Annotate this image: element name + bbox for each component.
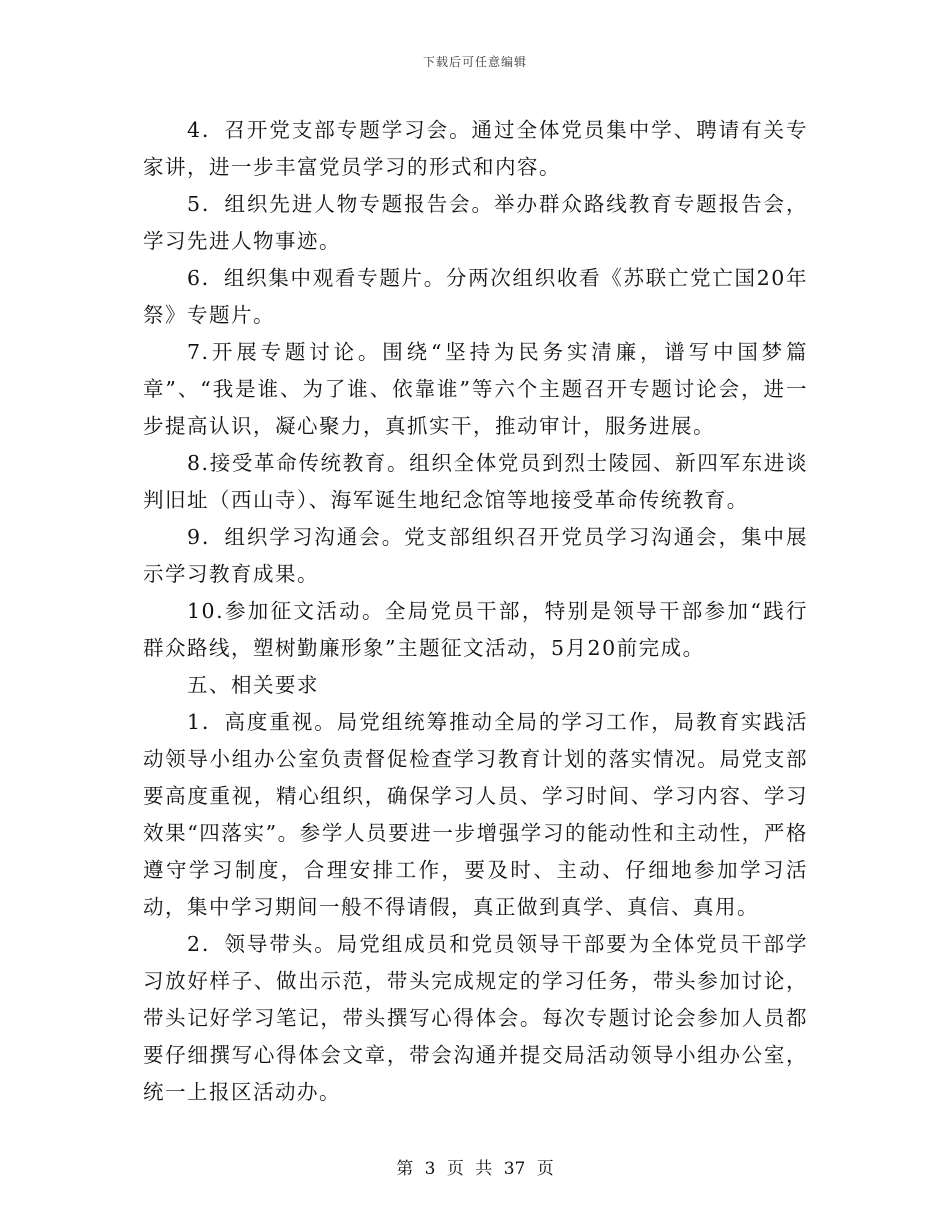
- page-number-footer: 第 3 页 共 37 页: [396, 1159, 554, 1179]
- requirement-item-2: 2．领导带头。局党组成员和党员领导干部要为全体党员干部学习放好样子、做出示范，带头完成规定的学习任务，带头参加讨论，带头记好学习笔记，带头撰写心得体会。每次专题讨论会参加人员都要仔细撰写心得体会文章，带会沟通并提交局活动领导小组办公室，统一上报区活动办。: [143, 932, 808, 1104]
- requirement-item-1: 1．高度重视。局党组统筹推动全局的学习工作，局教育实践活动领导小组办公室负责督促检查学习教育计划的落实情况。局党支部要高度重视，精心组织，确保学习人员、学习时间、学习内容、学习效果“四落实”。参学人员要进一步增强学习的能动性和主动性，严格遵守学习制度，合理安排工作，要及时、主动、仔细地参加学习活动，集中学习期间一般不得请假，真正做到真学、真信、真用。: [143, 710, 808, 919]
- paragraph-item-5: 5．组织先进人物专题报告会。举办群众路线教育专题报告会，学习先进人物事迹。: [143, 192, 808, 253]
- paragraph-item-10: 10.参加征文活动。全局党员干部，特别是领导干部参加“践行群众路线，塑树勤廉形象”主题征文活动，5月20前完成。: [143, 599, 808, 660]
- paragraph-item-9: 9．组织学习沟通会。党支部组织召开党员学习沟通会，集中展示学习教育成果。: [143, 525, 808, 586]
- paragraph-item-4: 4．召开党支部专题学习会。通过全体党员集中学、聘请有关专家讲，进一步丰富党员学习的形式和内容。: [143, 118, 808, 179]
- paragraph-item-7: 7.开展专题讨论。围绕“坚持为民务实清廉，谱写中国梦篇章”、“我是谁、为了谁、依靠谁”等六个主题召开专题讨论会，进一步提高认识，凝心聚力，真抓实干，推动审计，服务进展。: [143, 340, 808, 438]
- paragraph-item-6: 6．组织集中观看专题片。分两次组织收看《苏联亡党亡国20年祭》专题片。: [143, 266, 808, 327]
- document-body: [143, 112, 808, 1111]
- section-heading: 五、相关要求: [187, 673, 319, 697]
- paragraph-item-8: 8.接受革命传统教育。组织全体党员到烈士陵园、新四军东进谈判旧址（西山寺）、海军诞生地纪念馆等地接受革命传统教育。: [143, 451, 808, 512]
- page-header: 下载后可任意编辑: [422, 55, 527, 69]
